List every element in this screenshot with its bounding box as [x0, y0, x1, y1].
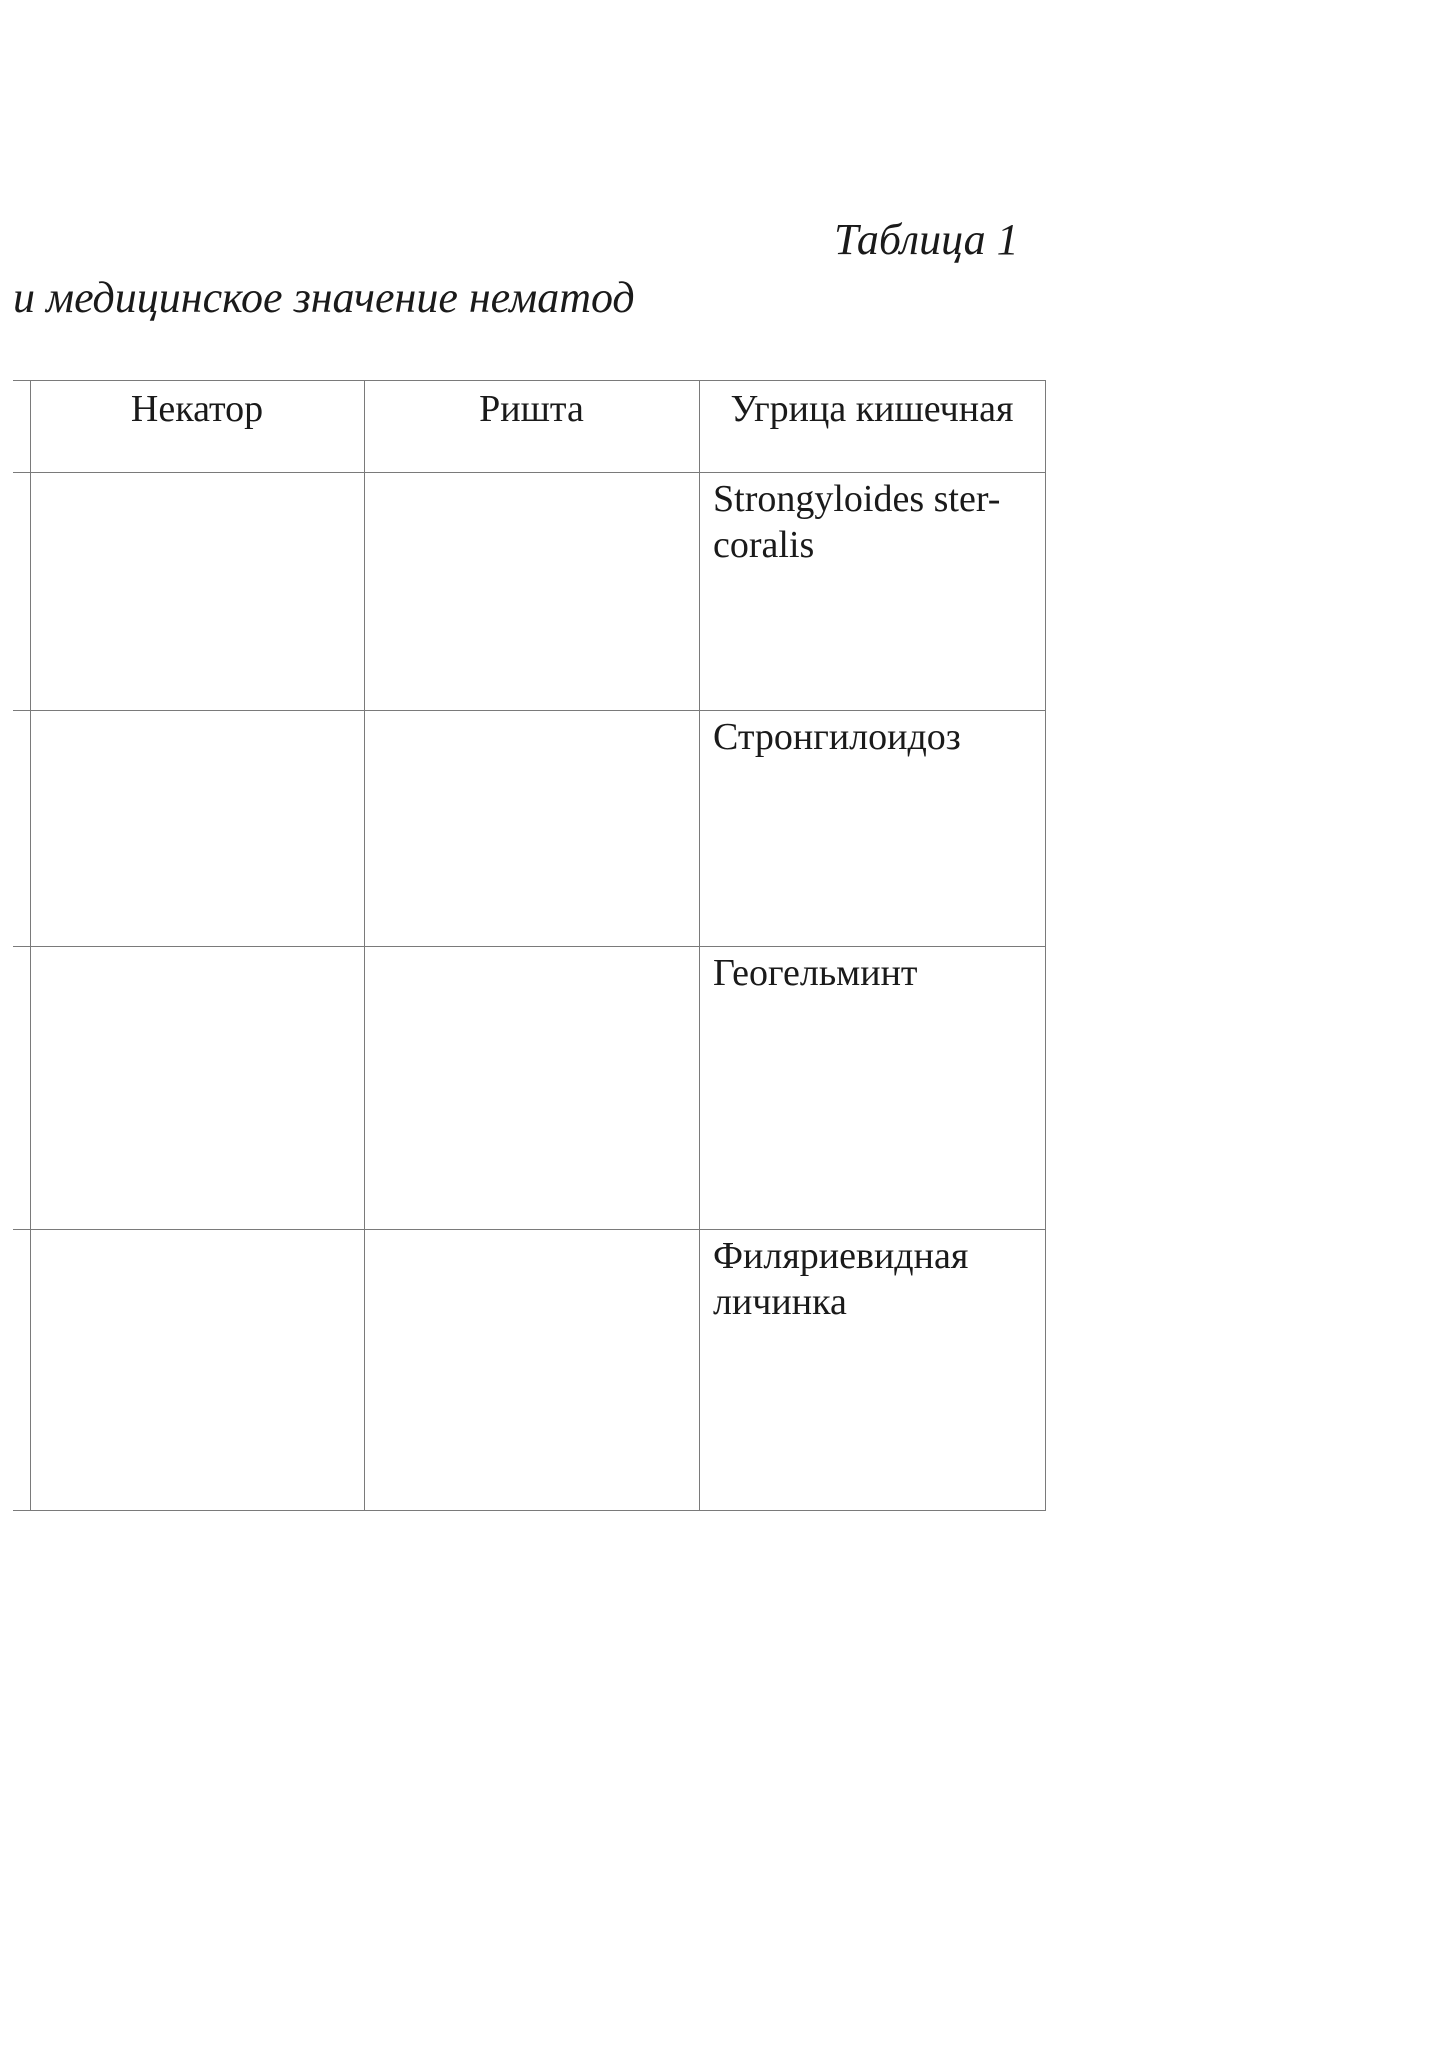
table-cell	[699, 1229, 1045, 1510]
table-cell	[364, 1229, 699, 1510]
table-cell	[30, 1229, 364, 1510]
table-cell	[30, 710, 364, 946]
larva-line-2: личинка	[713, 1281, 847, 1323]
latin-name-line-2: coralis	[713, 524, 815, 566]
table-cell	[699, 472, 1045, 710]
table-column-rule	[1045, 380, 1046, 1510]
header-cell-nekator: Некатор	[130, 388, 264, 430]
table-cell	[364, 946, 699, 1229]
table-cell	[30, 472, 364, 710]
table-cell: Геогельминт	[713, 952, 918, 994]
nematode-table	[13, 380, 1046, 1510]
table-title: и медицинское значение нематод	[13, 273, 635, 322]
header-cell-rishta: Ришта	[479, 388, 584, 430]
header-cell-ugritsa: Угрица кишечная	[730, 388, 1014, 430]
table-cell	[364, 472, 699, 710]
larva-line-1: Филяриевидная	[713, 1235, 969, 1277]
table-cell: Стронгилоидоз	[713, 716, 961, 758]
table-rule	[13, 1510, 1046, 1511]
table-caption: Таблица 1	[834, 215, 1019, 264]
table-cell	[30, 946, 364, 1229]
latin-name-line-1: Strongyloides ster-	[713, 478, 1001, 520]
table-rule	[13, 380, 1046, 381]
table-cell	[364, 710, 699, 946]
